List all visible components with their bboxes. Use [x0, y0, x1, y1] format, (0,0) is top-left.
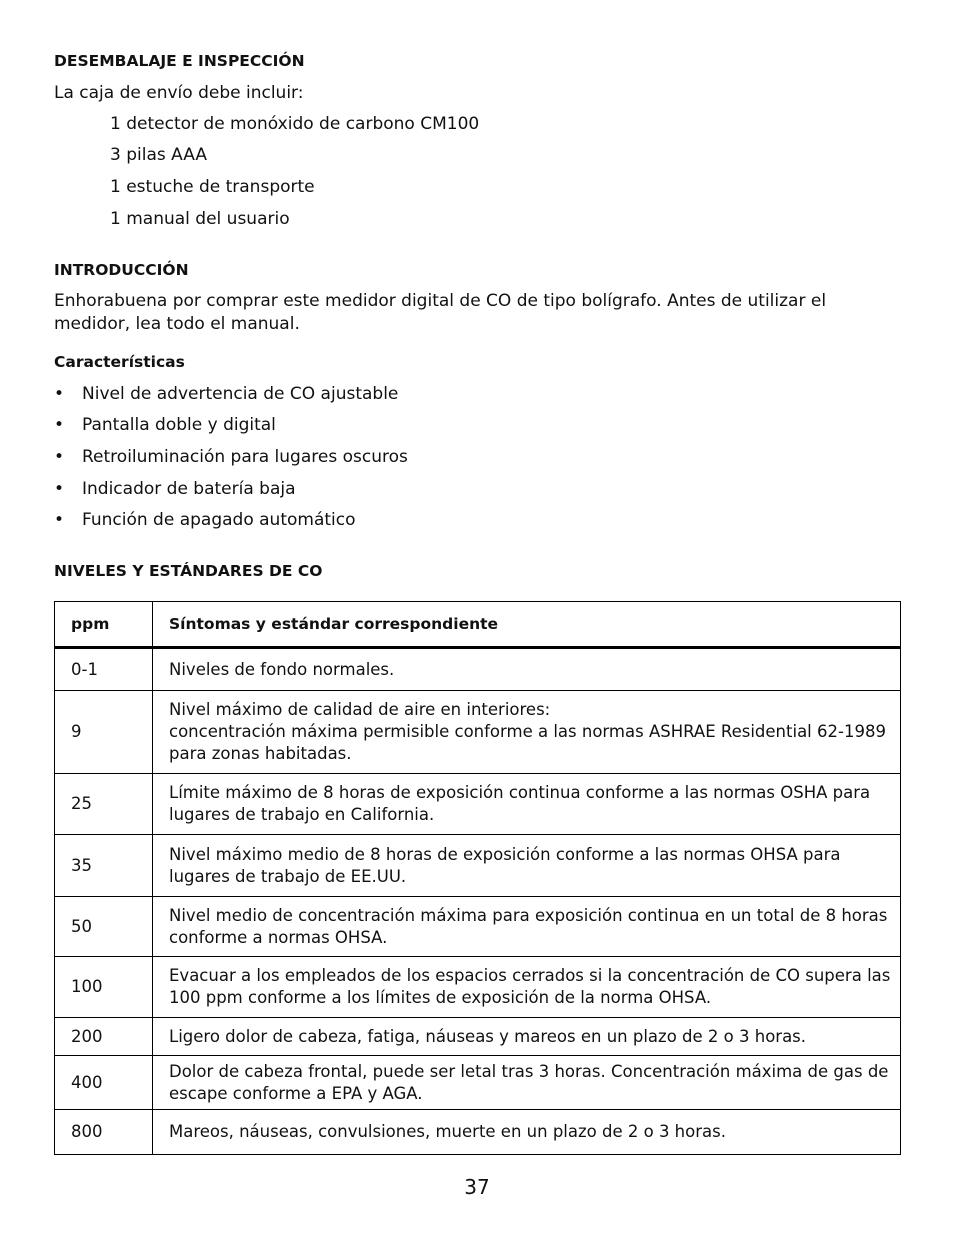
bullet-icon: • — [54, 510, 65, 530]
symptom-cell: Ligero dolor de cabeza, fatiga, náuseas y mareos en un plazo de 2 o 3 horas. — [153, 1018, 901, 1056]
column-header-symptoms: Síntomas y estándar correspondiente — [153, 602, 901, 648]
ppm-cell: 25 — [55, 774, 153, 835]
introduction-text: Enhorabuena por comprar este medidor digital de CO de tipo bolígrafo. Antes de utilizar el medidor, lea todo el manual. — [54, 291, 827, 334]
bullet-icon: • — [54, 415, 65, 435]
unpacking-intro: La caja de envío debe incluir: — [54, 83, 304, 103]
table-row — [55, 897, 901, 957]
table-row — [55, 1110, 901, 1155]
unpacking-item: 1 detector de monóxido de carbono CM100 — [110, 114, 480, 134]
levels-heading: NIVELES Y ESTÁNDARES DE CO — [54, 562, 323, 580]
ppm-cell: 0-1 — [55, 648, 153, 691]
feature-label: Retroiluminación para lugares oscuros — [82, 447, 408, 467]
unpacking-item: 1 estuche de transporte — [110, 177, 315, 197]
table-row — [55, 774, 901, 835]
symptom-cell: Niveles de fondo normales. — [153, 648, 901, 691]
table-row — [55, 691, 901, 774]
feature-label: Pantalla doble y digital — [82, 415, 276, 435]
feature-label: Función de apagado automático — [82, 510, 356, 530]
symptom-cell: Nivel máximo de calidad de aire en interiores: concentración máxima permisible conforme a las normas ASHRAE Residential 62-1989 para zonas habitadas. — [153, 691, 901, 774]
bullet-icon: • — [54, 479, 65, 499]
bullet-icon: • — [54, 384, 65, 404]
table-row — [55, 835, 901, 897]
ppm-cell: 9 — [55, 691, 153, 774]
feature-item — [54, 479, 296, 499]
ppm-cell: 100 — [55, 957, 153, 1018]
ppm-cell: 800 — [55, 1110, 153, 1155]
symptom-cell: Límite máximo de 8 horas de exposición continua conforme a las normas OSHA para lugares de trabajo en California. — [153, 774, 901, 835]
features-heading: Características — [54, 353, 185, 371]
ppm-cell: 400 — [55, 1056, 153, 1110]
table-header-row — [55, 602, 901, 648]
unpacking-heading: DESEMBALAJE E INSPECCIÓN — [54, 52, 305, 70]
ppm-cell: 35 — [55, 835, 153, 897]
table-row — [55, 957, 901, 1018]
page-number: 37 — [464, 1175, 490, 1199]
introduction-heading: INTRODUCCIÓN — [54, 261, 189, 279]
symptom-cell: Evacuar a los empleados de los espacios cerrados si la concentración de CO supera las 100 ppm conforme a los límites de exposición de la norma OHSA. — [153, 957, 901, 1018]
feature-label: Nivel de advertencia de CO ajustable — [82, 384, 399, 404]
feature-item — [54, 447, 408, 467]
feature-item — [54, 510, 356, 530]
feature-item — [54, 384, 398, 404]
symptom-cell: Dolor de cabeza frontal, puede ser letal tras 3 horas. Concentración máxima de gas de escape conforme a EPA y AGA. — [153, 1056, 901, 1110]
bullet-icon: • — [54, 447, 65, 467]
unpacking-item: 3 pilas AAA — [110, 145, 207, 165]
table-row — [55, 1056, 901, 1110]
unpacking-item: 1 manual del usuario — [110, 209, 290, 229]
ppm-cell: 50 — [55, 897, 153, 957]
table-row — [55, 1018, 901, 1056]
feature-item — [54, 415, 276, 435]
table-row — [55, 648, 901, 691]
co-levels-table — [54, 601, 901, 1155]
feature-label: Indicador de batería baja — [82, 479, 296, 499]
ppm-cell: 200 — [55, 1018, 153, 1056]
column-header-ppm: ppm — [55, 602, 153, 648]
symptom-cell: Nivel medio de concentración máxima para exposición continua en un total de 8 horas conforme a normas OHSA. — [153, 897, 901, 957]
symptom-cell: Nivel máximo medio de 8 horas de exposición conforme a las normas OHSA para lugares de trabajo de EE.UU. — [153, 835, 901, 897]
symptom-cell: Mareos, náuseas, convulsiones, muerte en un plazo de 2 o 3 horas. — [153, 1110, 901, 1155]
